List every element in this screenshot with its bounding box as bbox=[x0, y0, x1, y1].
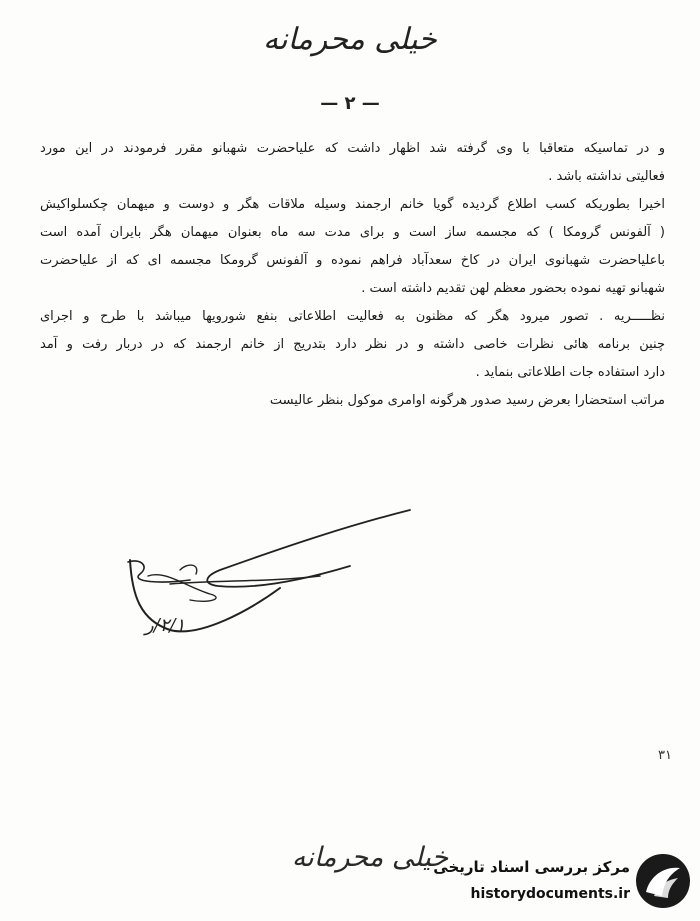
archive-watermark bbox=[420, 852, 692, 914]
body-line-8: چنین برنامه هائی نظرات خاصی داشته و در نظر دارد بتدریج از خانم ارجمند که در دربار رفت و آمد bbox=[40, 337, 665, 352]
body-line-10: مراتب استحضارا بعرض رسید صدور هرگونه اوامری موکول بنظر عالیست bbox=[269, 393, 665, 408]
body-line-4: ( آلفونس گرومکا ) که مجسمه ساز است و برای مدت سه ماه بعنوان میهمان هگر بایران آمده است bbox=[40, 225, 665, 240]
archive-logo-icon bbox=[634, 852, 692, 910]
body-line-9: دارد استفاده جات اطلاعاتی بنماید . bbox=[475, 365, 665, 380]
page-number: — ۲ — bbox=[320, 93, 380, 114]
top-classification-stamp: خیلی محرمانه bbox=[263, 22, 437, 57]
archive-url: historydocuments.ir bbox=[470, 886, 630, 902]
document-body bbox=[40, 135, 665, 415]
body-line-2: فعالیتی نداشته باشد . bbox=[548, 169, 665, 184]
body-line-6: شهبانو تهیه نموده بحضور معظم لهن تقدیم داشته است . bbox=[361, 281, 665, 296]
bottom-classification-stamp: خیلی محرمانه bbox=[291, 842, 449, 873]
archive-name: مرکز بررسی اسناد تاریخی bbox=[433, 858, 630, 876]
page-mark: ۳۱ bbox=[658, 748, 672, 763]
body-line-7: نظـــــریه . تصور میرود هگر که مظنون به فعالیت اطلاعاتی بنفع شورویها میباشد با طرح و اجرای bbox=[40, 309, 665, 324]
signature-date-note: ۲/۱/ر bbox=[145, 615, 186, 636]
body-line-5: باعلیاحضرت شهبانوی ایران در کاخ سعدآباد فراهم نموده و آلفونس گرومکا مجسمه ای که از علیاحضرت bbox=[40, 253, 665, 268]
body-line-1: و در تماسیکه متعاقبا با وی گرفته شد اظهار داشت که علیاحضرت شهبانو مقرر فرمودند در این مورد bbox=[40, 141, 665, 156]
body-line-3: اخیرا بطوریکه کسب اطلاع گردیده گویا خانم ارجمند وسیله ملاقات هگر و دوست و میهمان چکسلواکیش bbox=[40, 197, 665, 212]
